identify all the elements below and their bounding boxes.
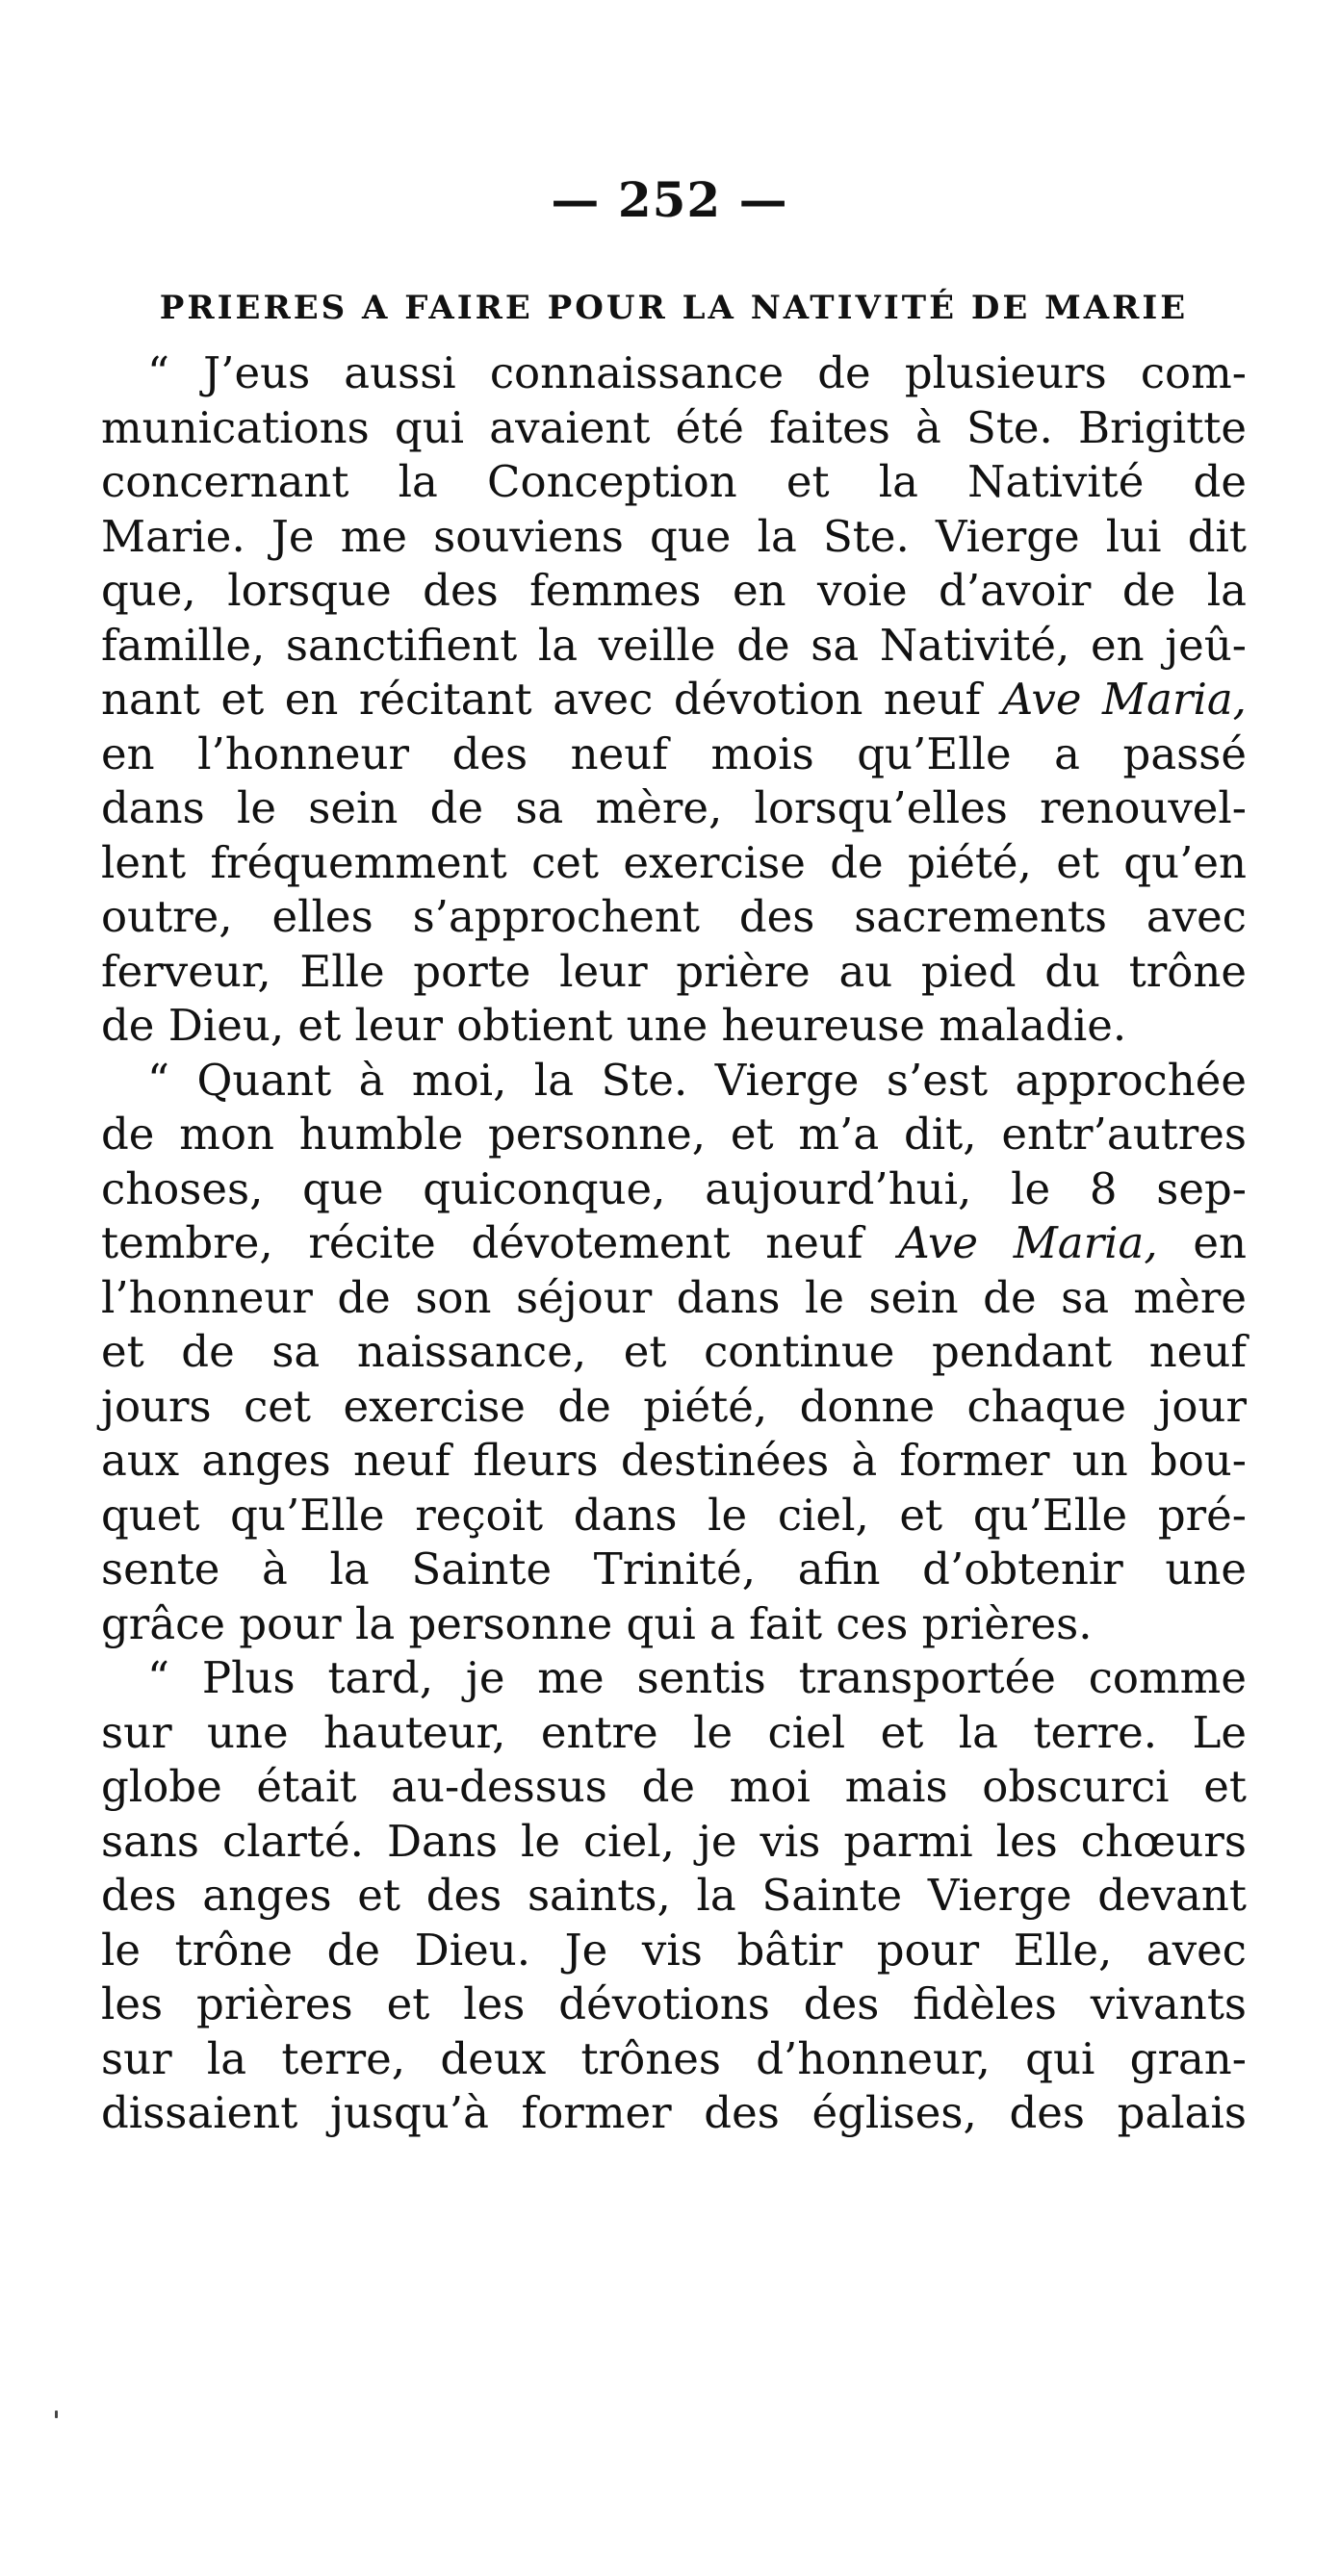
text-segment: de Dieu, et leur obtient une heureuse maladie. (101, 1000, 1127, 1051)
text-line (101, 1380, 1247, 1435)
text-segment: Marie. Je me souviens que la Ste. Vierge lui dit (101, 510, 1247, 562)
text-line (101, 1108, 1247, 1162)
text-line (101, 455, 1247, 510)
text-line (101, 781, 1247, 836)
text-segment: grâce pour la personne qui a fait ces prières. (101, 1597, 1093, 1649)
text-segment: aux anges neuf fleurs destinées à former un bou- (101, 1435, 1247, 1486)
text-line (101, 1706, 1247, 1761)
text-segment: des anges et des saints, la Sainte Vierge devant (101, 1870, 1247, 1921)
text-line (101, 619, 1247, 674)
text-line (101, 1651, 1247, 1706)
text-line (101, 2032, 1247, 2087)
text-line (101, 1162, 1247, 1217)
text-segment: et de sa naissance, et continue pendant neuf (101, 1326, 1247, 1377)
text-segment: sans clarté. Dans le ciel, je vis parmi les chœurs (101, 1815, 1247, 1867)
text-segment: outre, elles s’approchent des sacrements avec (101, 891, 1247, 942)
text-line (101, 1325, 1247, 1380)
text-segment: globe était au-dessus de moi mais obscurci et (101, 1761, 1247, 1812)
text-segment: en (1157, 1217, 1247, 1268)
text-segment: “ J’eus aussi connaissance de plusieurs com- (147, 347, 1247, 398)
text-segment: lent fréquemment cet exercise de piété, et qu’en (101, 836, 1247, 888)
body-text (101, 346, 1247, 2141)
text-line (101, 401, 1247, 456)
text-segment: dissaient jusqu’à former des églises, des palais (101, 2087, 1247, 2138)
text-segment: en l’honneur des neuf mois qu’Elle a passé (101, 727, 1247, 779)
text-segment: dans le sein de sa mère, lorsqu’elles renouvel- (101, 782, 1247, 833)
text-line (101, 1271, 1247, 1326)
text-segment: de mon humble personne, et m’a dit, entr’autres (101, 1109, 1247, 1160)
text-line (101, 1489, 1247, 1543)
text-segment: ferveur, Elle porte leur prière au pied du trône (101, 945, 1247, 997)
page-number: — 252 — (551, 171, 788, 228)
italic-text: Ave Maria, (898, 1217, 1158, 1268)
text-line (101, 564, 1247, 619)
text-line (101, 945, 1247, 1000)
text-segment: famille, sanctifient la veille de sa Nativité, en jeû- (101, 619, 1247, 671)
text-segment: les prières et les dévotions des fidèles vivants (101, 1978, 1247, 2029)
text-segment: sur la terre, deux trônes d’honneur, qui gran- (101, 2032, 1247, 2084)
text-segment: munications qui avaient été faites à Ste. Brigitte (101, 401, 1247, 453)
text-segment: l’honneur de son séjour dans le sein de sa mère (101, 1271, 1247, 1323)
text-line (101, 1597, 1247, 1652)
text-line (101, 673, 1247, 727)
text-line (101, 999, 1247, 1054)
chapter-heading: PRIERES A FAIRE POUR LA NATIVITÉ DE MARIE (159, 289, 1189, 327)
text-line (101, 1054, 1247, 1109)
print-speck (55, 2410, 58, 2418)
text-line (101, 510, 1247, 565)
text-line (101, 1815, 1247, 1870)
text-line (101, 1216, 1247, 1271)
italic-text: Ave Maria, (1001, 674, 1247, 725)
text-line (101, 2086, 1247, 2141)
text-line (101, 836, 1247, 891)
text-segment: quet qu’Elle reçoit dans le ciel, et qu’Elle pré- (101, 1489, 1247, 1541)
text-segment: sur une hauteur, entre le ciel et la terre. Le (101, 1706, 1247, 1758)
text-segment: “ Quant à moi, la Ste. Vierge s’est approchée (147, 1054, 1247, 1106)
text-line (101, 890, 1247, 945)
text-segment: que, lorsque des femmes en voie d’avoir de la (101, 565, 1247, 616)
text-segment: choses, que quiconque, aujourd’hui, le 8 sep- (101, 1162, 1247, 1214)
text-line (101, 1924, 1247, 1978)
text-segment: jours cet exercise de piété, donne chaque jour (101, 1380, 1247, 1432)
text-line (101, 1869, 1247, 1924)
text-segment: concernant la Conception et la Nativité de (101, 456, 1247, 507)
text-segment: sente à la Sainte Trinité, afin d’obtenir une (101, 1543, 1247, 1594)
text-line (101, 1434, 1247, 1489)
text-line (101, 1760, 1247, 1815)
text-line (101, 727, 1247, 782)
text-line (101, 346, 1247, 401)
text-line (101, 1977, 1247, 2032)
text-segment: nant et en récitant avec dévotion neuf (101, 674, 1002, 725)
text-segment: “ Plus tard, je me sentis transportée comme (147, 1652, 1247, 1703)
text-segment: tembre, récite dévotement neuf (101, 1217, 899, 1268)
text-segment: le trône de Dieu. Je vis bâtir pour Elle, avec (101, 1924, 1247, 1976)
text-line (101, 1543, 1247, 1597)
